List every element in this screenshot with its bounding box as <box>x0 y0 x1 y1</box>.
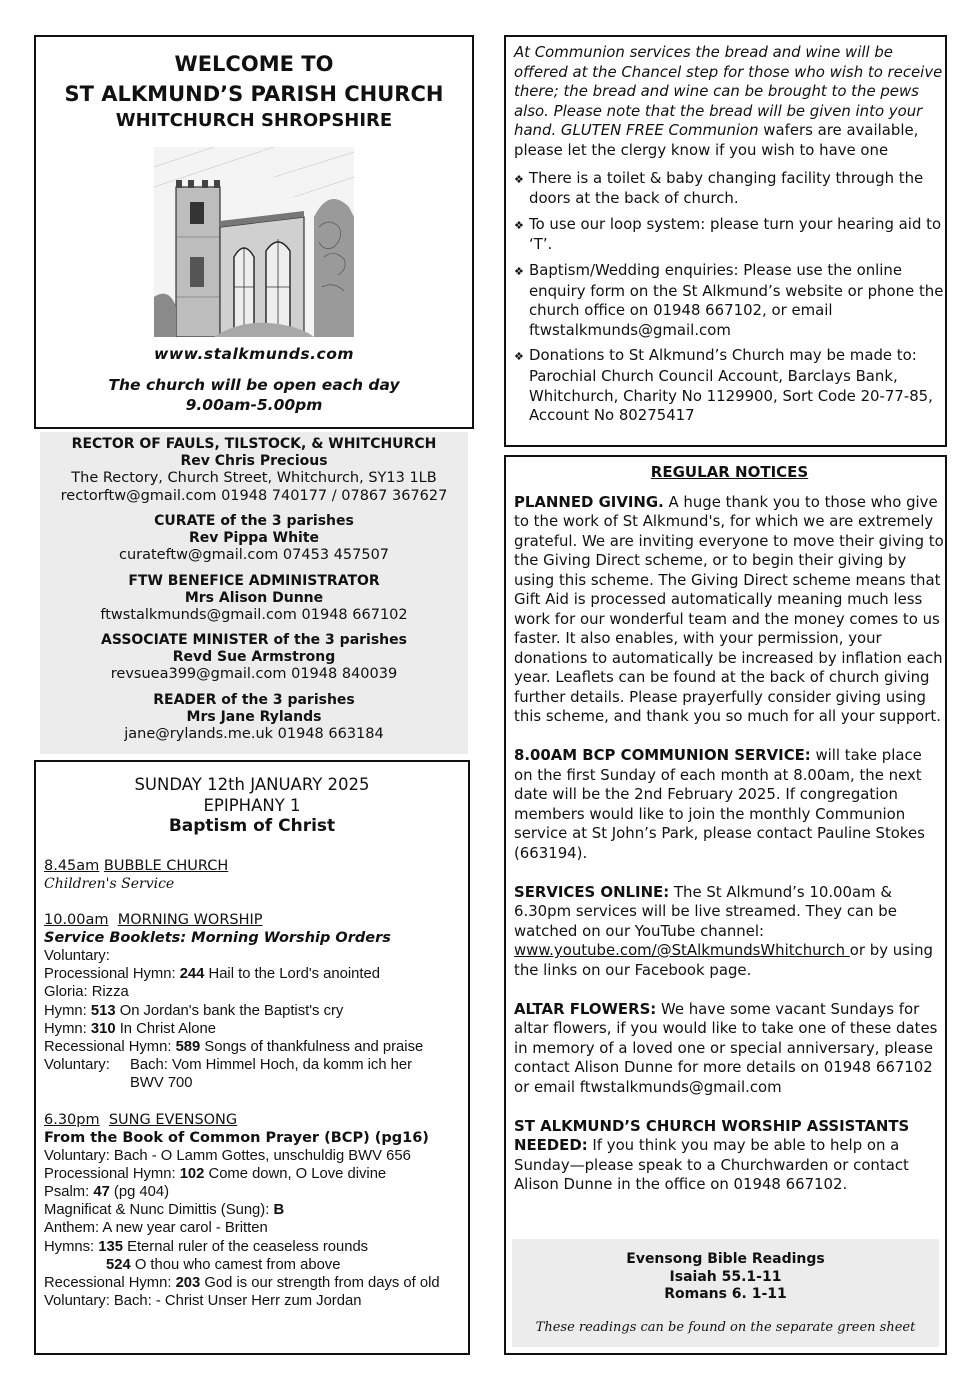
morning-recessional <box>44 1038 460 1056</box>
label: Voluntary: <box>44 1057 110 1074</box>
communion-info-box <box>504 35 947 447</box>
morning-gloria: Gloria: Rizza <box>44 984 129 1001</box>
contact-role: CURATE of the 3 parishes <box>154 513 354 529</box>
evensong-time: 6.30pm <box>44 1111 100 1128</box>
contact-role: RECTOR OF FAULS, TILSTOCK, & WHITCHURCH <box>71 436 437 452</box>
church-website[interactable]: www.stalkmunds.com <box>154 345 354 363</box>
regular-notices-box <box>504 455 947 1355</box>
church-location: WHITCHURCH SHROPSHIRE <box>115 110 393 131</box>
contact-detail: rectorftw@gmail.com 01948 740177 / 07867 367627 <box>60 487 448 504</box>
contact-name: Rev Chris Precious <box>180 453 328 469</box>
voluntary-piece: Bach: Vom Himmel Hoch, da komm ich her <box>130 1057 413 1074</box>
evensong-psalm <box>44 1183 460 1201</box>
communion-italic: At Communion services the bread and wine will be offered at the Chancel step for those who wish to receive there; the bread and wine can be brought to the pews also. Please note that the bread will be given into your hand. GLUTEN FREE Communion <box>514 43 943 140</box>
evensong-voluntary-2: Voluntary: Bach: - Christ Unser Herr zum Jordan <box>44 1293 362 1310</box>
notice-heading: ST ALKMUND’S CHURCH WORSHIP ASSISTANTS NEEDED: <box>514 1116 910 1154</box>
notice-text: will take place on the first Sunday of each month at 8.00am, the next date will be the 2nd February 2025. If congregation members would like to join the monthly Communion service at St John’s Park, please contact Pauline Stokes (663194). <box>514 746 925 862</box>
welcome-line-1: WELCOME TO <box>174 52 334 76</box>
welcome-box <box>34 35 474 429</box>
label: Magnificat & Nunc Dimittis (Sung): <box>44 1202 274 1219</box>
label: Recessional Hymn: <box>44 1275 176 1292</box>
morning-processional <box>44 965 460 983</box>
evensong-hymn-1 <box>44 1238 460 1256</box>
reading-2: Romans 6. 1-11 <box>664 1286 787 1302</box>
diamond-bullet-icon: ❖ <box>514 264 524 278</box>
diamond-bullet-icon: ❖ <box>514 350 524 364</box>
evensong-voluntary-1: Voluntary: Bach - O Lamm Gottes, unschuldig BWV 656 <box>44 1147 411 1164</box>
label: Hymns: <box>44 1238 99 1255</box>
bubble-name: BUBBLE CHURCH <box>103 858 229 874</box>
contact-name: Rev Pippa White <box>188 530 320 546</box>
youtube-link[interactable]: www.youtube.com/@StAlkmundsWhitchurch <box>514 941 850 959</box>
bubble-time: 8.45am <box>44 858 100 874</box>
contact-role: FTW BENEFICE ADMINISTRATOR <box>128 572 380 589</box>
morning-worship-section <box>44 911 460 1093</box>
contact-block <box>40 436 468 505</box>
morning-voluntary-1: Voluntary: <box>44 948 110 964</box>
morning-hymn-2 <box>44 1020 460 1038</box>
bullet-text: Donations to St Alkmund’s Church may be made to: Parochial Church Council Account, Barclays Bank, Whitchurch, Charity No 1129900, Sort Code 20-77-85, Account No 80275417 <box>529 346 933 425</box>
morning-hymn-1 <box>44 1002 460 1020</box>
psalm-number: 47 <box>93 1184 110 1201</box>
label: Psalm: <box>44 1184 94 1201</box>
info-bullet-item <box>514 261 945 340</box>
bullet-text: Baptism/Wedding enquiries: Please use the online enquiry form on the St Alkmund’s website or phone the church office on 01948 667102, or email ftwstalkmunds@gmail.com <box>529 260 944 339</box>
contact-detail: revsuea399@gmail.com 01948 840039 <box>110 666 398 682</box>
clergy-contacts <box>40 432 468 754</box>
evensong-processional <box>44 1165 460 1183</box>
hymn-title: Hail to the Lord's anointed <box>204 966 380 983</box>
service-box <box>34 760 470 1355</box>
reading-1: Isaiah 55.1-11 <box>669 1268 782 1285</box>
contact-block <box>40 513 468 565</box>
bcp-communion-notice <box>514 746 945 863</box>
info-bullet-item <box>514 169 945 209</box>
hymn-number: 589 <box>175 1039 201 1056</box>
notice-heading: SERVICES ONLINE: <box>514 882 670 901</box>
hymn-number: 310 <box>90 1020 116 1037</box>
contact-name: Revd Sue Armstrong <box>172 649 336 665</box>
info-bullet-list <box>514 169 945 426</box>
hymn-number: 244 <box>179 966 205 983</box>
morning-subtitle: Service Booklets: Morning Worship Orders <box>44 930 391 946</box>
contact-detail: ftwstalkmunds@gmail.com 01948 667102 <box>100 606 408 623</box>
label: Hymn: <box>44 1002 91 1019</box>
communion-paragraph <box>514 43 945 161</box>
contact-role: ASSOCIATE MINISTER of the 3 parishes <box>101 632 407 648</box>
hymn-number: 102 <box>179 1165 205 1182</box>
evensong-hymn-2 <box>44 1256 460 1274</box>
worship-assistants-notice <box>514 1117 945 1195</box>
contact-detail: curateftw@gmail.com 07453 457507 <box>118 547 390 563</box>
evensong-subtitle: From the Book of Common Prayer (BCP) (pg16) <box>44 1129 429 1146</box>
hymn-number: 513 <box>90 1002 116 1019</box>
service-date: SUNDAY 12th JANUARY 2025 <box>134 775 370 794</box>
notice-text: A huge thank you to those who give to the work of St Alkmund's, for which we are extremely grateful. We are inviting everyone to move their giving to the Giving Direct scheme, or to begin their giving by using this scheme. The Giving Direct scheme means that Gift Aid is processed automatically meaning much less work for our wonderful team and the money comes to us faster. It also enables, with your permission, your donations to automatically be increased by inflation each year. Leaflets can be found at the back of church giving further details. Please prayerfully consider giving using this scheme, and thank you so much for all your support. <box>514 492 944 725</box>
service-theme: Baptism of Christ <box>168 816 336 836</box>
opening-hours-line1: The church will be open each day <box>108 376 400 394</box>
hymn-number: 135 <box>98 1238 123 1255</box>
contact-name: Mrs Alison Dunne <box>184 589 324 606</box>
evensong-magnificat <box>44 1201 460 1219</box>
morning-voluntary-2-bwv: BWV 700 <box>130 1075 193 1092</box>
evensong-recessional <box>44 1274 460 1292</box>
notice-heading: 8.00AM BCP COMMUNION SERVICE: <box>514 746 811 764</box>
notice-text: The St Alkmund’s 10.00am & 6.30pm services will be live streamed. They can be watched on our YouTube channel: <box>514 882 897 940</box>
info-bullet-item <box>514 346 945 425</box>
notice-heading: PLANNED GIVING. <box>514 492 664 511</box>
label: Processional Hymn: <box>44 1165 180 1182</box>
bubble-church-section <box>44 857 460 893</box>
service-season: EPIPHANY 1 <box>203 796 301 815</box>
evensong-anthem: Anthem: A new year carol - Britten <box>44 1220 268 1237</box>
hymn-title: On Jordan's bank the Baptist's cry <box>115 1002 344 1019</box>
psalm-page: (pg 404) <box>109 1184 170 1201</box>
bullet-text: There is a toilet & baby changing facility through the doors at the back of church. <box>529 168 924 208</box>
notice-text-tail: or by using the links on our Facebook page. <box>514 941 933 979</box>
contact-role: READER of the 3 parishes <box>153 691 355 708</box>
evensong-section <box>44 1111 460 1311</box>
altar-flowers-notice <box>514 1000 945 1098</box>
notice-text: We have some vacant Sundays for altar flowers, if you would like to take one of these dates in memory of a loved one or special anniversary, please contact Alison Dunne for more details on 01948 667102 or email ftwstalkmunds@gmail.com <box>514 999 938 1096</box>
contact-block <box>40 573 468 625</box>
hymn-title: In Christ Alone <box>115 1020 216 1037</box>
label: Recessional Hymn: <box>44 1039 176 1056</box>
evensong-name: SUNG EVENSONG <box>108 1111 238 1128</box>
bullet-text: To use our loop system: please turn your hearing aid to ‘T’. <box>529 214 942 254</box>
info-bullet-item <box>514 215 945 255</box>
hymn-title: God is our strength from days of old <box>200 1275 440 1292</box>
morning-name: MORNING WORSHIP <box>117 912 263 928</box>
communion-plain: wafers are available, please let the clergy know if you wish to have one <box>514 121 919 159</box>
contact-name: Mrs Jane Rylands <box>186 708 322 725</box>
planned-giving-notice <box>514 493 945 727</box>
hymn-title: Songs of thankfulness and praise <box>200 1039 424 1056</box>
morning-voluntary-2 <box>44 1056 460 1074</box>
label: Processional Hymn: <box>44 966 180 983</box>
bubble-subtitle: Children's Service <box>44 876 175 892</box>
label: Hymn: <box>44 1020 91 1037</box>
hymn-title: O thou who camest from above <box>130 1256 341 1273</box>
evensong-readings-panel <box>512 1239 939 1347</box>
diamond-bullet-icon: ❖ <box>514 218 524 232</box>
notice-heading: ALTAR FLOWERS: <box>514 999 657 1018</box>
readings-title: Evensong Bible Readings <box>626 1251 825 1267</box>
hymn-number: 524 <box>106 1256 131 1273</box>
hymn-title: Eternal ruler of the ceaseless rounds <box>122 1238 369 1255</box>
notices-title: REGULAR NOTICES <box>650 463 809 481</box>
church-name: ST ALKMUND’S PARISH CHURCH <box>64 82 444 106</box>
contact-detail: The Rectory, Church Street, Whitchurch, SY13 1LB <box>71 470 437 486</box>
setting: B <box>273 1202 285 1219</box>
opening-hours-line2: 9.00am-5.00pm <box>185 396 323 414</box>
notice-text: If you think you may be able to help on a Sunday—please speak to a Churchwarden or contact Alison Dunne in the office on 01948 667102. <box>514 1136 909 1193</box>
readings-note: These readings can be found on the separate green sheet <box>535 1319 916 1335</box>
church-sketch-image <box>154 147 354 337</box>
diamond-bullet-icon: ❖ <box>514 172 524 186</box>
contact-detail: jane@rylands.me.uk 01948 663184 <box>124 725 384 742</box>
hymn-number: 203 <box>175 1275 201 1292</box>
hymn-title: Come down, O Love divine <box>204 1165 387 1182</box>
services-online-notice <box>514 883 945 981</box>
contact-block <box>40 632 468 684</box>
morning-time: 10.00am <box>44 912 109 928</box>
contact-block <box>40 692 468 744</box>
